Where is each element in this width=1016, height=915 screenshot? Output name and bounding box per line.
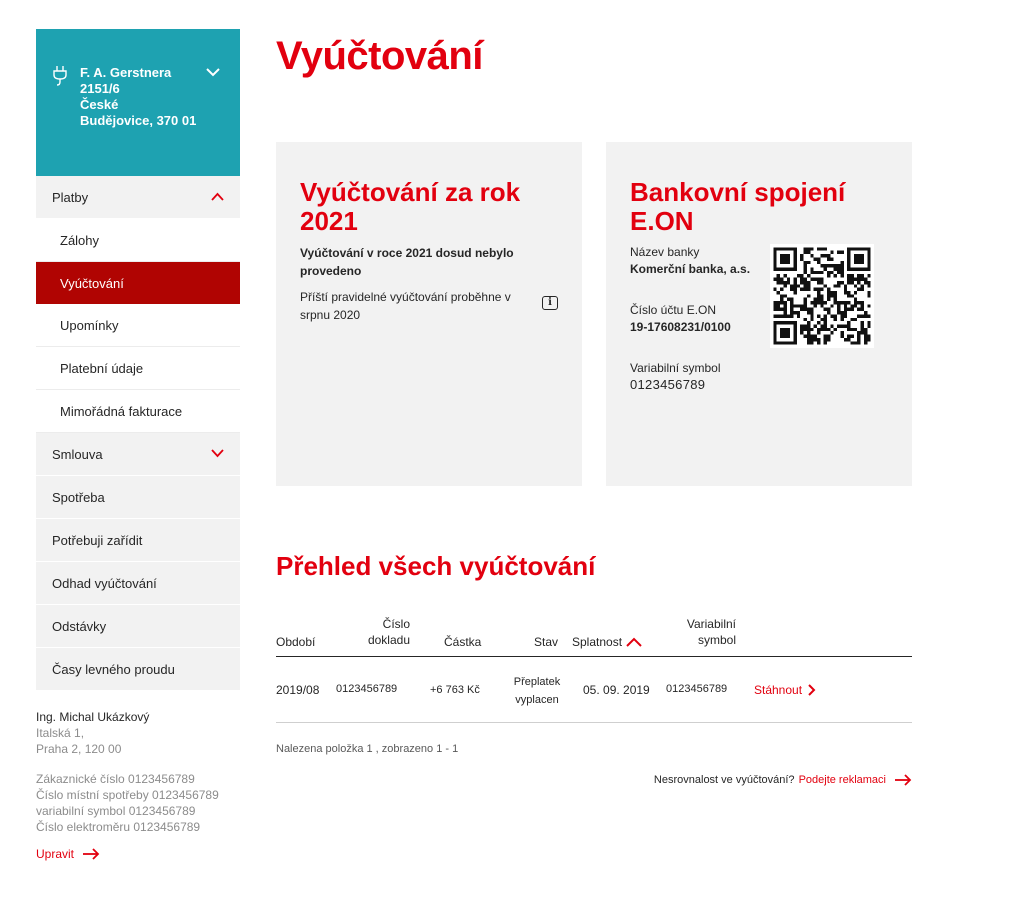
bank-name-label: Název banky <box>630 245 700 259</box>
nav-item-platby[interactable] <box>36 176 240 219</box>
meter-number: Číslo elektroměru 0123456789 <box>36 820 201 834</box>
billing-card <box>276 142 582 486</box>
download-label: Stáhnout <box>754 683 803 697</box>
address-line: F. A. Gerstnera <box>80 65 172 80</box>
account-value: 19-17608231/0100 <box>630 320 731 334</box>
edit-label: Upravit <box>36 847 75 861</box>
plug-icon <box>52 65 68 87</box>
address-selector[interactable] <box>36 29 240 176</box>
nav-item-spotreba[interactable] <box>36 476 240 519</box>
address-line: Budějovice, 370 01 <box>80 113 197 128</box>
customer-number: Zákaznické číslo 0123456789 <box>36 772 195 786</box>
col-obdobi[interactable]: Období <box>276 635 316 649</box>
billing-table <box>276 614 912 723</box>
col-stav[interactable]: Stav <box>534 635 559 649</box>
cell-cislo: 0123456789 <box>336 683 398 695</box>
sort-up-icon <box>626 637 642 647</box>
nav-item-odhad-vyuctovani[interactable] <box>36 562 240 605</box>
nav-sub-platebni-udaje[interactable] <box>36 347 240 390</box>
customer-street: Italská 1, <box>36 726 85 740</box>
nav-item-label: Smlouva <box>52 446 103 462</box>
overview-title: Přehled všech vyúčtování <box>276 551 596 581</box>
nav-item-label: Časy levného proudu <box>52 661 175 677</box>
bank-details <box>630 244 770 394</box>
table-header <box>276 614 912 657</box>
customer-city: Praha 2, 120 00 <box>36 742 122 756</box>
nav-item-potrebuji-zaridit[interactable] <box>36 519 240 562</box>
table-row <box>276 657 912 723</box>
chevron-down-icon <box>211 449 224 458</box>
address-text <box>80 65 210 129</box>
variable-symbol: variabilní symbol 0123456789 <box>36 804 196 818</box>
nav-item-smlouva[interactable] <box>36 433 240 476</box>
address-line: České <box>80 97 119 112</box>
customer-info <box>36 709 240 835</box>
arrow-right-icon <box>82 848 100 860</box>
nav-sub-label: Platební údaje <box>60 360 144 376</box>
nav-sub-label: Upomínky <box>60 317 119 333</box>
col-cislo-dokladu[interactable]: Číslo dokladu <box>367 617 410 647</box>
vs-value: 0123456789 <box>630 377 706 392</box>
consumption-number: Číslo místní spotřeby 0123456789 <box>36 788 219 802</box>
cell-stav: Přeplatek vyplacen <box>513 676 561 706</box>
next-billing-text: Příští pravidelné vyúčtování proběhne v srpnu 2020 <box>300 290 511 322</box>
info-icon[interactable]: i <box>542 296 558 310</box>
col-splatnost[interactable] <box>572 634 642 650</box>
billing-status: Vyúčtování v roce 2021 dosud nebylo provedeno <box>300 246 514 278</box>
nav-sub-upominky[interactable] <box>36 304 240 347</box>
complaint-text: Nesrovnalost ve vyúčtování? <box>653 774 795 786</box>
col-castka[interactable]: Částka <box>444 635 482 649</box>
customer-name: Ing. Michal Ukázkový <box>36 710 150 724</box>
bank-card <box>606 142 912 486</box>
nav-item-label: Odstávky <box>52 618 107 634</box>
nav-item-label: Spotřeba <box>52 489 105 505</box>
download-link[interactable] <box>754 683 816 697</box>
bank-card-title: Bankovní spojení E.ON <box>630 177 846 236</box>
results-count: Nalezena položka 1 , zobrazeno 1 - 1 <box>276 743 459 755</box>
arrow-right-icon[interactable] <box>894 774 912 786</box>
bank-name-value: Komerční banka, a.s. <box>630 262 751 276</box>
cell-splatnost: 05. 09. 2019 <box>583 683 650 697</box>
nav-item-label: Odhad vyúčtování <box>52 575 157 591</box>
chevron-down-icon[interactable] <box>206 67 220 77</box>
edit-link[interactable] <box>36 847 240 861</box>
address-line: 2151/6 <box>80 81 120 96</box>
billing-card-title: Vyúčtování za rok 2021 <box>300 177 521 236</box>
cell-obdobi: 2019/08 <box>276 683 320 697</box>
complaint-row <box>654 774 912 786</box>
account-label: Číslo účtu E.ON <box>630 303 717 317</box>
cell-castka: +6 763 Kč <box>430 684 480 696</box>
nav-sub-label: Mimořádná fakturace <box>60 403 183 419</box>
chevron-right-icon <box>808 684 816 696</box>
nav-sub-zalohy[interactable] <box>36 219 240 262</box>
cell-vs: 0123456789 <box>666 683 728 695</box>
page-title: Vyúčtování <box>276 34 483 78</box>
col-splatnost-label: Splatnost <box>572 635 623 649</box>
qr-code-icon <box>770 244 874 348</box>
chevron-up-icon <box>211 192 224 201</box>
nav-sub-label: Vyúčtování <box>60 275 124 291</box>
nav-item-odstavky[interactable] <box>36 605 240 648</box>
complaint-link[interactable]: Podejte reklamaci <box>798 774 886 786</box>
sidebar <box>36 29 240 861</box>
nav-item-casy-levneho-proudu[interactable] <box>36 648 240 691</box>
vs-label: Variabilní symbol <box>630 361 721 375</box>
nav-sub-vyuctovani[interactable] <box>36 262 240 304</box>
nav-item-label: Platby <box>52 189 89 205</box>
nav-sub-label: Zálohy <box>60 232 100 248</box>
nav-item-label: Potřebuji zařídit <box>52 532 143 548</box>
nav-sub-mimoradna-fakturace[interactable] <box>36 390 240 433</box>
col-variabilni-symbol[interactable]: Variabilní symbol <box>686 617 736 647</box>
sidebar-nav <box>36 176 240 691</box>
